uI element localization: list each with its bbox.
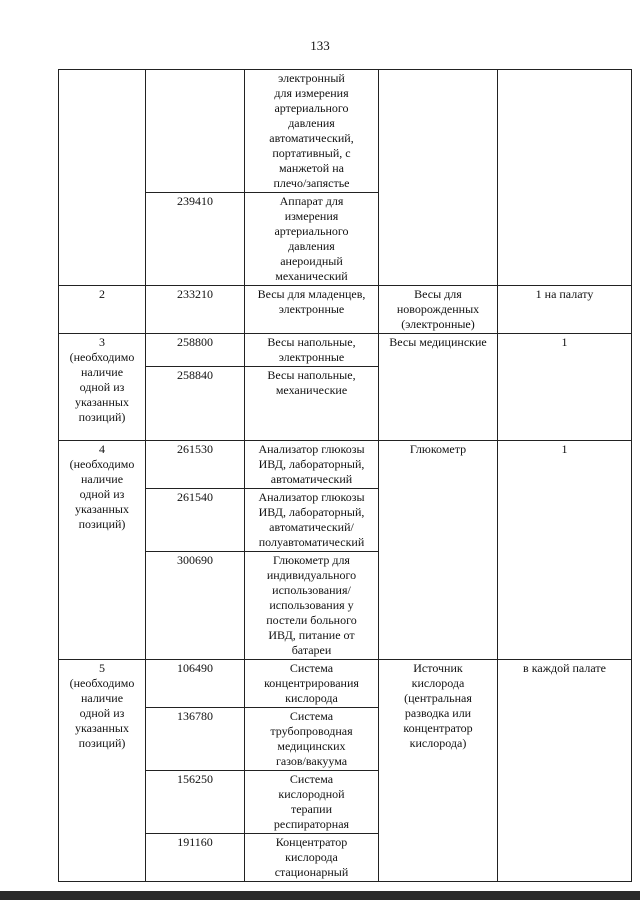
- type-cell: [379, 70, 498, 286]
- code-cell: [146, 660, 245, 708]
- quantity-cell: [498, 334, 632, 441]
- code-text: 156250: [177, 772, 213, 786]
- type-text: Источник кислорода (центральная разводка или концентратор кислорода): [403, 661, 473, 750]
- code-text: 136780: [177, 709, 213, 723]
- item-number-cell: [59, 286, 146, 334]
- type-cell: [379, 334, 498, 441]
- item-number-text: 2: [99, 287, 105, 301]
- code-text: 233210: [177, 287, 213, 301]
- equipment-table: [58, 69, 632, 882]
- name-cell: [245, 489, 379, 552]
- name-cell: [245, 660, 379, 708]
- item-number-text: 4 (необходимо наличие одной из указанных позиций): [69, 442, 135, 531]
- code-text: 106490: [177, 661, 213, 675]
- item-number-text: 5 (необходимо наличие одной из указанных позиций): [69, 661, 135, 750]
- code-text: 191160: [177, 835, 213, 849]
- quantity-cell: [498, 286, 632, 334]
- quantity-text: 1 на палату: [535, 287, 594, 301]
- type-text: Весы для новорожденных (электронные): [396, 287, 480, 331]
- type-text: Глюкометр: [409, 442, 467, 456]
- code-cell: [146, 193, 245, 286]
- table-row: [59, 660, 632, 708]
- name-cell: [245, 70, 379, 193]
- name-cell: [245, 367, 379, 441]
- type-cell: [379, 660, 498, 882]
- type-cell: [379, 441, 498, 660]
- table-row: [59, 441, 632, 489]
- code-cell: [146, 552, 245, 660]
- name-cell: [245, 286, 379, 334]
- name-text: Анализатор глюкозы ИВД, лабораторный, автоматический: [258, 442, 365, 486]
- code-cell: [146, 286, 245, 334]
- quantity-cell: [498, 660, 632, 882]
- name-text: Глюкометр для индивидуального использования/ использования у постели больного ИВД, питание от батареи: [266, 553, 357, 657]
- scan-edge: [0, 891, 640, 900]
- name-cell: [245, 552, 379, 660]
- code-text: 261540: [177, 490, 213, 504]
- code-text: 261530: [177, 442, 213, 456]
- name-cell: [245, 193, 379, 286]
- item-number-cell: [59, 334, 146, 441]
- code-cell: [146, 834, 245, 882]
- code-text: 239410: [177, 194, 213, 208]
- name-cell: [245, 441, 379, 489]
- item-number-cell: [59, 441, 146, 660]
- name-text: Система концентрирования кислорода: [264, 661, 359, 705]
- name-cell: [245, 771, 379, 834]
- item-number-cell: [59, 70, 146, 286]
- code-text: 258840: [177, 368, 213, 382]
- table-row: [59, 286, 632, 334]
- code-cell: [146, 70, 245, 193]
- name-text: Концентратор кислорода стационарный: [274, 835, 349, 879]
- table-row: [59, 334, 632, 367]
- name-text: Анализатор глюкозы ИВД, лабораторный, автоматический/ полуавтоматический: [258, 490, 365, 549]
- code-cell: [146, 367, 245, 441]
- code-cell: [146, 441, 245, 489]
- type-text: Весы медицинские: [389, 335, 487, 349]
- item-number-cell: [59, 660, 146, 882]
- table-row: [59, 70, 632, 193]
- name-text: электронный для измерения артериального давления автоматический, портативный, с манжетой на плечо/запястье: [269, 71, 354, 190]
- name-cell: [245, 834, 379, 882]
- code-cell: [146, 489, 245, 552]
- item-number-text: 3 (необходимо наличие одной из указанных позиций): [69, 335, 135, 424]
- quantity-cell: [498, 441, 632, 660]
- name-text: Весы для младенцев, электронные: [257, 287, 366, 316]
- name-text: Система трубопроводная медицинских газов/вакуума: [270, 709, 353, 768]
- code-cell: [146, 334, 245, 367]
- quantity-text: 1: [561, 442, 568, 456]
- name-text: Система кислородной терапии респираторная: [273, 772, 350, 831]
- page-number: 133: [310, 38, 330, 53]
- quantity-text: 1: [561, 335, 568, 349]
- type-cell: [379, 286, 498, 334]
- code-text: 300690: [177, 553, 213, 567]
- name-text: Весы напольные, механические: [267, 368, 356, 397]
- quantity-text: в каждой палате: [523, 661, 606, 675]
- code-text: 258800: [177, 335, 213, 349]
- name-cell: [245, 708, 379, 771]
- code-cell: [146, 708, 245, 771]
- name-text: Аппарат для измерения артериального давления анероидный механический: [274, 194, 349, 283]
- code-cell: [146, 771, 245, 834]
- name-text: Весы напольные, электронные: [267, 335, 356, 364]
- name-cell: [245, 334, 379, 367]
- quantity-cell: [498, 70, 632, 286]
